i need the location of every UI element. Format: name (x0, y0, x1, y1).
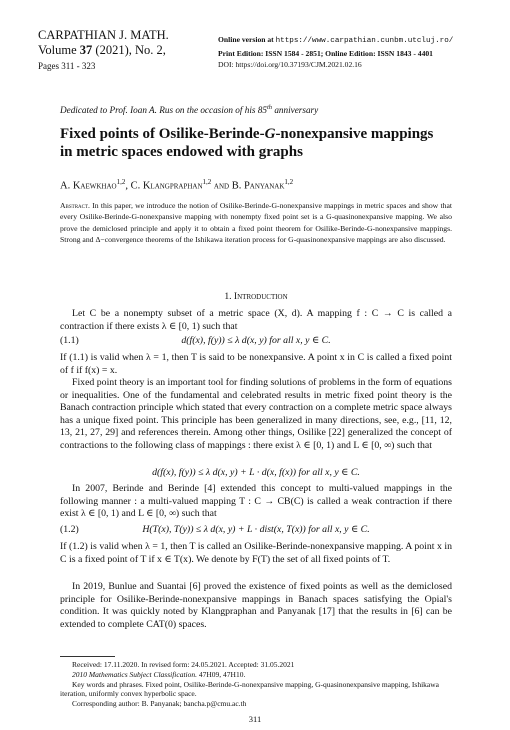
dedication: Dedicated to Prof. Ioan A. Rus on the occasion of his 85th anniversary (60, 104, 319, 116)
equation-1-2-body: H(T(x), T(y)) ≤ λ d(x, y) + L · dist(x, T(x)) for all x, y ∈ C. (142, 524, 370, 535)
equation-1-1-number: (1.1) (60, 335, 79, 346)
abstract-label: Abstract. (60, 201, 90, 210)
paragraph-6: In 2019, Bunlue and Suantai [6] proved the existence of fixed points as well as the demiclosed principle for Osilike-Berinde-nonexpansive mappings in Banach spaces satisfying the Opial's condition. It was quickly noted by Klangpraphan and Panyanak [17] that the results in [6] can be extended to complete CAT(0) spaces. (60, 581, 452, 630)
issn-line: Print Edition: ISSN 1584 - 2851; Online Edition: ISSN 1843 - 4401 (218, 48, 433, 58)
journal-name: CARPATHIAN J. MATH. (38, 28, 169, 42)
online-version: Online version at https://www.carpathian.cunbm.utcluj.ro/ (218, 35, 454, 45)
paragraph-1: Let C be a nonempty subset of a metric space (X, d). A mapping f : C → C is called a contraction if there exists λ ∈ [0, 1) such that (60, 308, 452, 332)
footnote-keywords: Key words and phrases. Fixed point, Osilike-Berinde-G-nonexpansive mapping, G-quasinonexpansive mapping, Ishikawa iteration, uniformly convex hyperbolic space. (60, 680, 440, 699)
journal-header (38, 28, 238, 73)
affiliation-marker: 1,2 (284, 178, 294, 186)
title-line-1: Fixed points of Osilike-Berinde-G-nonexpansive mappings (60, 126, 434, 142)
affiliation-marker: 1,2 (202, 178, 212, 186)
section-heading: 1. Introduction (224, 291, 288, 302)
paragraph-4: In 2007, Berinde and Berinde [4] extended this concept to multi-valued mappings in the following manner : a multi-valued mapping T : C → CB(C) is called a weak contraction if there exist λ ∈ [0, 1) and L ∈ [0, ∞) such that (60, 483, 452, 520)
equation-1-1 (60, 335, 452, 348)
paragraph-5: If (1.2) is valid when λ = 1, then T is called an Osilike-Berinde-nonexpansive mapping. A point x in C is a fixed point of T if x ∈ T(x). We denote by F(T) the set of all fixed points of T. (60, 541, 452, 565)
title-line-2: in metric spaces endowed with graphs (60, 144, 303, 160)
title-graph-symbol: G (264, 126, 276, 142)
paper-title (60, 125, 480, 161)
page-range: Pages 311 - 323 (38, 61, 96, 71)
equation-osilike (60, 467, 452, 480)
equation-1-2 (60, 524, 452, 537)
footnote-rule (60, 656, 115, 657)
page-number: 311 (248, 714, 262, 724)
paragraph-2: If (1.1) is valid when λ = 1, then T is said to be nonexpansive. A point x in C is called a fixed point of f if f(x) = x. (60, 352, 452, 376)
abstract-text: In this paper, we introduce the notion of Osilike-Berinde-G-nonexpansive mappings in metric spaces and show that every Osilike-Berinde-G-nonexpansive mapping with nonempty fixed point set is a G-quasinonexpansive mapping. We also prove the demiclosed principle and apply it to obtain a fixed point theorem for Osilike-Berinde-G-nonexpansive mappings. Strong and Δ−convergence theorems of the Ishikawa iteration process for G-quasinonexpansive mappings are also discussed. (60, 201, 453, 245)
online-url[interactable]: https://www.carpathian.cunbm.utcluj.ro/ (275, 37, 454, 45)
authors: A. Kaewkhao$^{1,2}$, C. Klangpraphan$^{1,2}$ and B. Panyanak$^{1,2}$ (60, 178, 294, 192)
footnote-received: Received: 17.11.2020. In revised form: 24.05.2021. Accepted: 31.05.2021 (72, 660, 295, 669)
doi-line[interactable]: DOI: https://doi.org/10.37193/CJM.2021.02.16 (218, 60, 362, 69)
paragraph-3: Fixed point theory is an important tool for finding solutions of problems in the form of equations or inequalities. One of the fundamental and celebrated results in metric fixed point theory is the Banach contraction principle which stated that every contraction on a complete metric space always has a unique fixed point. This principle has been generalized in many directions, see, e.g., [11, 12, 13, 21, 27, 29] and references therein. Among other things, Osilike [22] generalized the concept of contractions to the following class of mappings : there exist λ ∈ [0, 1) and L ∈ [0, ∞) such that (60, 377, 452, 451)
volume-info: Volume 37 (2021), No. 2, (38, 43, 166, 57)
equation-osilike-body: d(f(x), f(y)) ≤ λ d(x, y) + L · d(x, f(x)) for all x, y ∈ C. (152, 467, 360, 478)
abstract (60, 200, 452, 246)
equation-1-1-body: d(f(x), f(y)) ≤ λ d(x, y) for all x, y ∈ C. (181, 335, 331, 346)
ordinal-suffix: th (266, 104, 273, 111)
footnote-corresponding: Corresponding author: B. Panyanak; bancha.p@cmu.ac.th (72, 699, 247, 708)
equation-1-2-number: (1.2) (60, 524, 79, 535)
footnote-msc: 2010 Mathematics Subject Classification. 47H09, 47H10. (72, 670, 246, 679)
publication-info (218, 34, 498, 71)
affiliation-marker: 1,2 (116, 178, 126, 186)
